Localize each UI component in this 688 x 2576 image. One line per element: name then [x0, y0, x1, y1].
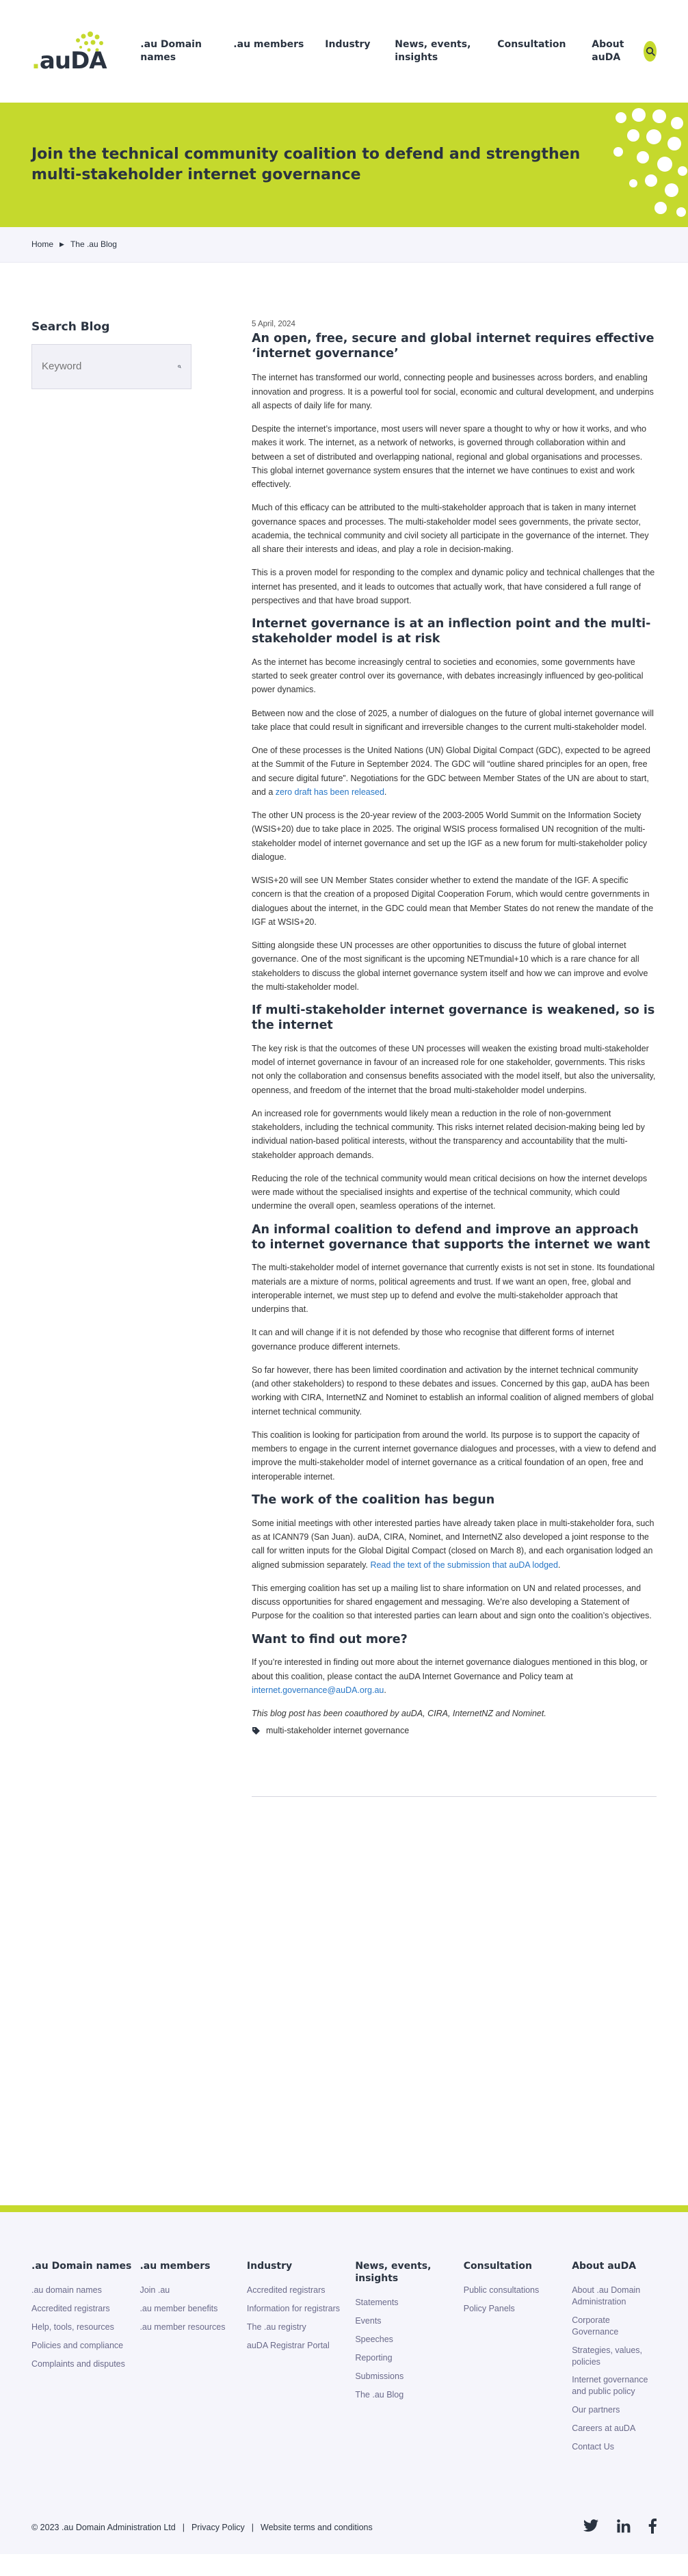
twitter-icon[interactable]: [583, 2519, 599, 2536]
logo-text: auDA: [39, 47, 107, 75]
search-icon: [646, 47, 655, 56]
article-paragraph: [252, 744, 657, 799]
footer-link[interactable]: Events: [355, 2316, 382, 2326]
paragraph-text: Some initial meetings with other interested parties have already taken place in multi-stakeholder fora, such as at ICANN79 (San Juan). auDA, CIRA, Nominet, and InternetNZ also developed a joint response to the call for written inputs for the Global Digital Compact (closed on March 8), and each organisation lodged an aligned submission separately.: [252, 1518, 654, 1570]
main-content: [0, 263, 688, 2205]
footer-bottom: [31, 2519, 657, 2537]
footer-link[interactable]: Statements: [355, 2298, 399, 2308]
paragraph-text: If you’re interested in finding out more about the internet governance dialogues mentioned in this blog, or about this coalition, please contact the auDA Internet Governance and Policy team at: [252, 1657, 648, 1681]
footer-link[interactable]: .au domain names: [31, 2285, 102, 2296]
hero-banner: [0, 103, 688, 227]
nav-industry[interactable]: Industry: [325, 39, 371, 51]
section-heading: An informal coalition to defend and improve an approach to internet governance that supports the internet we want: [252, 1222, 650, 1252]
footer-heading[interactable]: .au Domain names: [31, 2261, 132, 2272]
coauthor-note: This blog post has been coauthored by auDA, CIRA, InternetNZ and Nominet.: [252, 1709, 546, 1719]
footer-col-members: [140, 2260, 246, 2460]
footer-link[interactable]: Accredited registrars: [31, 2304, 110, 2314]
breadcrumb-home[interactable]: Home: [31, 239, 54, 249]
article-paragraph: The multi-stakeholder model of internet governance that currently exists is not set in stone. Its foundational materials are a mixture of norms, political agreements and trust. If we want an open, free, global and interoperable internet, we must step up to defend and evolve the multi-stakeholder approach that underpins that.: [252, 1263, 655, 1315]
page-title: Join the technical community coalition to defend and strengthen multi-stakeholder internet governance: [31, 146, 581, 183]
breadcrumb-arrow-icon: ▶: [59, 240, 64, 248]
breadcrumb: [0, 227, 688, 263]
article-paragraph: Between now and the close of 2025, a number of dialogues on the future of global internet governance will take place that could result in significant and irreversible changes to the current multi-stakeholder model.: [252, 708, 654, 732]
footer-link[interactable]: Corporate Governance: [572, 2315, 619, 2337]
nav-news-events-insights[interactable]: News, events, insights: [395, 39, 471, 63]
article-paragraph: This is a proven model for responding to the complex and dynamic policy and technical challenges that the internet has presented, and it leads to outcomes that actually work, that have considered a full range of perspectives and that have broad support.: [252, 568, 655, 605]
facebook-icon[interactable]: [648, 2519, 657, 2537]
section-heading: The work of the coalition has begun: [252, 1493, 495, 1507]
section-heading: Internet governance is at an inflection point and the multi-stakeholder model is at risk: [252, 617, 651, 646]
article-paragraph: [252, 1516, 657, 1572]
article-paragraph: The key risk is that the outcomes of these UN processes will weaken the existing broad multi-stakeholder model of internet governance in favour of an increased role for one stakeholder, governments. This risks not only the collaboration and consensus benefits associated with the model itself, but also the universality, openness, and freedom of the internet that the broad multi-stakeholder model underpins.: [252, 1043, 656, 1095]
article-paragraph: This emerging coalition has set up a mailing list to share information on UN and related processes, and discuss opportunities for shared engagement and messaging. We’re also developing a Statement of Purpose for the coalition so that interested parties can learn about and sign onto the coalition’s objectives.: [252, 1583, 652, 1621]
article-tag: [252, 1724, 657, 1737]
footer-columns: [31, 2260, 657, 2460]
nav-domain-names[interactable]: .au Domain names: [140, 39, 202, 63]
paragraph-text-end: .: [384, 787, 387, 797]
article-paragraph: WSIS+20 will see UN Member States consider whether to extend the mandate of the IGF. A specific concern is that the creation of a proposed Digital Cooperation Forum, which would centre governments in dialogues about the internet, in the GDC could mean that Member States do not renew the mandate of the IGF at WSIS+20.: [252, 876, 654, 927]
site-footer: [0, 2212, 688, 2554]
paragraph-text-end: .: [384, 1685, 386, 1695]
article-paragraph: Sitting alongside these UN processes are other opportunities to discuss the future of global internet governance. One of the most significant is the upcoming NETmundial+10 which is a rare chance for all stakeholders to discuss the global internet governance system itself and how we can improve and evolve the multi-stakeholder model.: [252, 941, 648, 992]
tag-link[interactable]: multi-stakeholder internet governance: [266, 1726, 410, 1736]
copyright: © 2023 .au Domain Administration Ltd: [31, 2523, 176, 2533]
footer-link[interactable]: Our partners: [572, 2405, 620, 2415]
footer-accent-bar: [0, 2205, 688, 2212]
article-title: An open, free, secure and global internet requires effective ‘internet governance’: [252, 331, 654, 360]
search-icon[interactable]: [178, 359, 181, 374]
blog-search-box: [31, 344, 191, 389]
privacy-policy-link[interactable]: Privacy Policy: [191, 2523, 245, 2533]
footer-link[interactable]: Speeches: [355, 2335, 393, 2345]
blog-article: [252, 319, 657, 2205]
footer-link[interactable]: Reporting: [355, 2353, 393, 2363]
nav-members[interactable]: .au members: [233, 39, 304, 51]
contact-email-link[interactable]: internet.governance@auDA.org.au: [252, 1685, 384, 1695]
terms-link[interactable]: Website terms and conditions: [261, 2523, 373, 2533]
footer-link[interactable]: Policies and compliance: [31, 2340, 124, 2350]
sidebar: [31, 319, 191, 2205]
nav-about-auda[interactable]: About auDA: [592, 39, 624, 63]
blog-search-input[interactable]: [42, 360, 178, 372]
footer-link[interactable]: .au member resources: [140, 2322, 226, 2332]
footer-heading[interactable]: Consultation: [463, 2261, 532, 2272]
footer-link[interactable]: auDA Registrar Portal: [246, 2340, 330, 2350]
article-paragraph: Reducing the role of the technical community would mean critical decisions on how the internet develops were made without the specialised insights and expertise of the technical community, which could undermine the overall open, seamless operations of the internet.: [252, 1173, 648, 1211]
footer-separator: |: [182, 2523, 185, 2533]
footer-link[interactable]: .au member benefits: [140, 2304, 218, 2314]
footer-heading[interactable]: About auDA: [572, 2261, 637, 2272]
zero-draft-link[interactable]: zero draft has been released: [275, 787, 384, 797]
footer-link[interactable]: Public consultations: [463, 2285, 540, 2296]
footer-heading[interactable]: .au members: [140, 2261, 211, 2272]
footer-col-consultation: [464, 2260, 572, 2460]
article-paragraph: Much of this efficacy can be attributed to the multi-stakeholder approach that is taken in many internet governance spaces and processes. The multi-stakeholder model sees governments, the private sector, academia, the technical community and civil society all participate in the governance of the internet. They all share their interests and ideas, and play a role in decision-making.: [252, 503, 649, 555]
article-paragraph: So far however, there has been limited coordination and activation by the internet technical community (and other stakeholders) to respond to these debates and issues. Concerned by this gap, auDA has been working with CIRA, InternetNZ and Nominet to establish an informal coalition of aligned members of global internet technical community.: [252, 1365, 654, 1417]
sidebar-title: Search Blog: [31, 320, 110, 334]
breadcrumb-current[interactable]: The .au Blog: [70, 239, 117, 249]
footer-link[interactable]: Contact Us: [572, 2441, 615, 2452]
auda-logo[interactable]: .auDA: [31, 31, 91, 72]
footer-separator: |: [251, 2523, 254, 2533]
footer-link[interactable]: The .au registry: [246, 2322, 306, 2332]
article-paragraph: An increased role for governments would likely mean a reduction in the role of non-government stakeholders, including the technical community. This risks internet related decision-making being led by individual nation-based political interests, without the transparency and accountability that the multi-stakeholder approach demands.: [252, 1108, 645, 1160]
footer-link[interactable]: Accredited registrars: [246, 2285, 326, 2296]
article-paragraph: [252, 1655, 657, 1697]
article-date: 5 April, 2024: [252, 320, 295, 328]
footer-col-domain-names: [31, 2260, 140, 2460]
footer-heading[interactable]: News, events, insights: [355, 2261, 432, 2285]
paragraph-text: One of these processes is the United Nations (UN) Global Digital Compact (GDC), expected to be agreed at the Summit of the Future in September 2024. The GDC will “outline shared principles for an open, free and secure digital future”. Negotiations for the GDC between Member States of the UN are about to start, and a: [252, 746, 650, 797]
paragraph-text-end: .: [557, 1560, 561, 1570]
section-heading: Want to find out more?: [252, 1632, 408, 1646]
header-search-button[interactable]: [644, 41, 657, 62]
article-divider: [252, 1796, 657, 1797]
footer-link[interactable]: Information for registrars: [246, 2304, 341, 2314]
footer-col-about: [572, 2260, 657, 2460]
footer-link[interactable]: Complaints and disputes: [31, 2358, 125, 2369]
section-heading: If multi-stakeholder internet governance is weakened, so is the internet: [252, 1003, 655, 1033]
footer-col-news: [355, 2260, 463, 2460]
submission-link[interactable]: Read the text of the submission that auDA lodged: [370, 1560, 558, 1570]
footer-col-industry: [247, 2260, 355, 2460]
footer-link[interactable]: Internet governance and public policy: [572, 2375, 648, 2397]
article-paragraph: As the internet has become increasingly central to societies and economies, some governments have started to seek greater control over its governance, with debates increasingly influenced by geo-political power dynamics.: [252, 657, 644, 695]
footer-link[interactable]: Strategies, values, policies: [572, 2345, 643, 2367]
footer-link[interactable]: Help, tools, resources: [31, 2322, 114, 2332]
footer-link[interactable]: Policy Panels: [463, 2304, 515, 2314]
article-paragraph: Despite the internet’s importance, most users will never spare a thought to why or how it works, and who makes it work. The internet, as a network of networks, is governed through collaboration within and between a set of distributed and overlapping national, regional and global organisations and processes. This global internet governance system ensures that the internet we have continues to exist and work effectively.: [252, 424, 647, 490]
footer-link[interactable]: The .au Blog: [355, 2389, 404, 2400]
nav-consultation[interactable]: Consultation: [497, 39, 566, 51]
footer-link[interactable]: Submissions: [355, 2371, 404, 2381]
tag-icon: [252, 1726, 261, 1735]
article-paragraph: This coalition is looking for participation from around the world. Its purpose is to support the capacity of members to engage in the current internet governance dialogues and processes, with a view to defend and improve the multi-stakeholder model of internet governance as a critical foundation of an open, free and interoperable internet.: [252, 1430, 657, 1482]
footer-link[interactable]: Careers at auDA: [572, 2423, 636, 2434]
site-header: [0, 0, 688, 103]
footer-link[interactable]: Join .au: [140, 2285, 170, 2296]
article-paragraph: It can and will change if it is not defended by those who recognise that different forms of internet governance produce different internets.: [252, 1328, 614, 1352]
article-paragraph: The other UN process is the 20-year review of the 2003-2005 World Summit on the Information Society (WSIS+20) due to take place in 2025. The original WSIS process formalised UN recognition of the multi-stakeholder model of internet governance and set up the IGF as a new forum for multi-stakeholder policy dialogue.: [252, 811, 648, 862]
social-links: [583, 2519, 657, 2537]
footer-heading[interactable]: Industry: [246, 2261, 293, 2272]
linkedin-icon[interactable]: [617, 2519, 631, 2536]
footer-link[interactable]: About .au Domain Administration: [572, 2285, 641, 2307]
main-nav: [140, 38, 639, 64]
article-paragraph: The internet has transformed our world, connecting people and businesses across borders, and enabling innovation and progress. It is a powerful tool for social, economic and cultural development, and underpins all aspects of daily life for many.: [252, 373, 654, 410]
